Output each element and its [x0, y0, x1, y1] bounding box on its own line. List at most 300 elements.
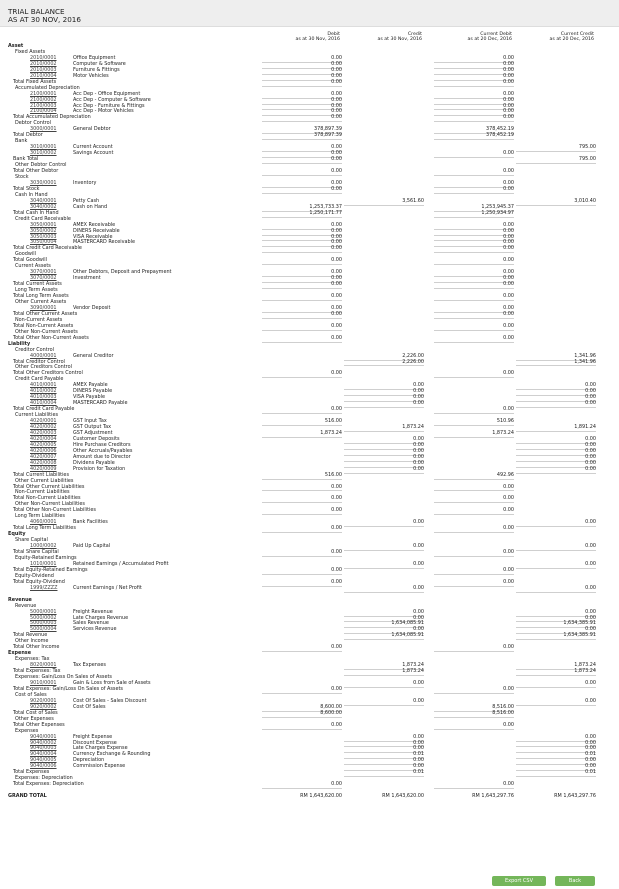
row-label: Accumulated Depreciation [15, 84, 80, 91]
account-name: Other Debtors, Deposit and Prepayment [73, 269, 172, 276]
cell-credit: 1,634,085.91 [344, 633, 424, 640]
row-label: Total Debtor [13, 132, 43, 139]
account-name: Savings Account [73, 150, 114, 157]
account-code-link[interactable]: 3050/0002 [30, 227, 57, 234]
cell-current-credit: 0.01 [516, 752, 596, 759]
row-label: Total Expenses [13, 769, 50, 776]
cell-current-debit: 0.00 [434, 240, 514, 247]
account-code-link[interactable]: 5000/0003 [30, 620, 57, 627]
cell-current-debit: 0.00 [434, 246, 514, 253]
account-code-link[interactable]: 3050/0004 [30, 239, 57, 246]
account-code-link[interactable]: 4060/0001 [30, 519, 57, 526]
cell-current-debit: 0.00 [434, 485, 514, 492]
row-label: Non-Current Assets [15, 316, 63, 323]
cell-debit: 0.00 [262, 485, 342, 492]
row-label: Total Revenue [13, 632, 48, 639]
account-code-link[interactable]: 1999/ZZZZ [30, 584, 58, 591]
row-label: Non-Current Liabilities [15, 489, 70, 496]
cell-current-credit: 795.00 [516, 145, 596, 152]
cell-current-credit: 0.00 [516, 627, 596, 634]
cell-debit: 0.00 [262, 56, 342, 63]
cell-credit: 1,873.24 [344, 425, 424, 432]
account-name: Acc Dep - Furniture & Fittings [73, 102, 145, 109]
account-code-link[interactable]: 9040/0006 [30, 763, 57, 770]
row-label: Share Capital [15, 537, 48, 544]
cell-debit: 0.00 [262, 568, 342, 575]
cell-credit: 0.00 [344, 681, 424, 688]
cell-current-debit: 0.00 [434, 98, 514, 105]
cell-debit: 0.00 [262, 246, 342, 253]
account-name: Freight Expense [73, 733, 113, 740]
account-name: General Debtor [73, 126, 111, 133]
row-label: Revenue [8, 596, 32, 603]
row-label: Total Fixed Assets [13, 78, 57, 85]
cell-debit: 0.00 [262, 782, 342, 789]
cell-debit: 0.00 [262, 306, 342, 313]
account-code-link[interactable]: 4020/0002 [30, 424, 57, 430]
cell-current-debit: 1,250,934.97 [434, 211, 514, 218]
cell-current-debit: 0.00 [434, 723, 514, 730]
account-name: Services Revenue [73, 626, 117, 633]
cell-debit: 0.00 [262, 145, 342, 152]
cell-credit: 2,226.00 [344, 360, 424, 367]
account-code-link[interactable]: 4020/0001 [30, 418, 57, 425]
cell-current-debit: 0.00 [434, 407, 514, 414]
account-name: Late Charges Expense [73, 745, 128, 752]
cell-current-credit: 0.00 [516, 467, 596, 474]
cell-credit: 0.00 [344, 383, 424, 390]
account-name: Other Accruals/Payables [73, 447, 133, 454]
row-label: Long Term Liabilities [15, 513, 65, 520]
cell-current-credit: 0.00 [516, 699, 596, 706]
row-label: Total Creditor Control [13, 358, 65, 365]
cell-current-debit: 0.00 [434, 235, 514, 242]
account-name: Sales Revenue [73, 620, 109, 627]
cell-debit: 0.00 [262, 371, 342, 378]
account-name: Hire Purchase Creditors [73, 441, 131, 448]
account-name: MASTERCARD Receivable [73, 239, 135, 246]
cell-credit: 0.00 [344, 401, 424, 408]
cell-current-credit: 1,634,385.91 [516, 633, 596, 640]
row-label: Other Debtor Control [15, 162, 67, 169]
account-name: Gain & Loss from Sale of Assets [73, 679, 151, 686]
row-label: Other Current Assets [15, 298, 67, 305]
row-label: Total Goodwill [13, 257, 47, 264]
row-label: Total Equity-Dividend [13, 578, 65, 585]
account-code-link[interactable]: 9040/0005 [30, 757, 57, 764]
cell-debit: 0.00 [262, 229, 342, 236]
cell-credit: 1,634,085.91 [344, 621, 424, 628]
row-label: Total Other Expenses [13, 721, 65, 728]
cell-credit: 0.00 [344, 586, 424, 593]
row-label: Total Cost of Sales [13, 709, 58, 716]
account-code-link[interactable]: 3050/0001 [30, 221, 57, 228]
row-label: Total Long Term Liabilities [13, 525, 76, 532]
account-name: VISA Payable [73, 394, 105, 401]
cell-credit: 0.00 [344, 562, 424, 569]
cell-credit: RM 1,643,620.00 [382, 793, 424, 800]
cell-current-debit: 0.00 [434, 312, 514, 319]
cell-current-debit: 378,452.19 [434, 133, 514, 140]
cell-debit: 0.00 [262, 68, 342, 75]
cell-current-debit: 0.00 [434, 687, 514, 694]
cell-current-debit: 0.00 [434, 782, 514, 789]
account-code-link[interactable]: 4010/0002 [30, 388, 57, 395]
cell-debit: 0.00 [262, 240, 342, 247]
account-code-link[interactable]: 9040/0002 [30, 739, 57, 746]
account-code-link[interactable]: 3010/0001 [30, 144, 57, 151]
cell-debit: 0.00 [262, 550, 342, 557]
cell-debit: 0.00 [262, 223, 342, 230]
row-label: Expense [8, 650, 32, 657]
row-label: Equity [8, 531, 26, 538]
account-code-link[interactable]: 2010/0002 [30, 60, 57, 67]
account-name: AMEX Payable [73, 382, 108, 389]
cell-current-credit: 3,010.40 [516, 199, 596, 206]
cell-current-credit: 0.00 [516, 461, 596, 468]
row-label: Expenses: Gain/Loss On Sales of Assets [15, 674, 112, 681]
account-code-link[interactable]: 8020/0001 [30, 662, 57, 669]
cell-current-debit: 510.96 [434, 419, 514, 426]
cell-credit: 2,226.00 [344, 354, 424, 361]
cell-debit: 0.00 [262, 312, 342, 319]
cell-current-debit: 0.00 [434, 92, 514, 99]
cell-current-credit: 0.00 [516, 389, 596, 396]
cell-debit: 0.00 [262, 294, 342, 301]
row-label: Revenue [15, 602, 37, 609]
cell-debit: 8,600.00 [262, 711, 342, 718]
cell-debit: 0.00 [262, 282, 342, 289]
row-label: Other Income [15, 638, 49, 645]
cell-credit: 0.00 [344, 455, 424, 462]
account-code-link[interactable]: 3030/0001 [30, 179, 57, 186]
cell-current-debit: 0.00 [434, 526, 514, 533]
cell-current-credit: 0.00 [516, 455, 596, 462]
cell-debit: 0.00 [262, 508, 342, 515]
account-name: DINERS Receivable [73, 227, 120, 234]
cell-current-debit: 0.00 [434, 294, 514, 301]
account-code-link[interactable]: 2100/0001 [30, 90, 57, 97]
row-label: Asset [8, 43, 24, 49]
cell-debit: 1,873.24 [262, 431, 342, 438]
account-name: Amount due to Director [73, 453, 131, 460]
row-label: Total Non-Current Liabilities [13, 495, 81, 502]
row-label: Liability [8, 340, 31, 347]
account-code-link[interactable]: 3070/0002 [30, 275, 57, 282]
row-label: Total Accumulated Depreciation [13, 114, 91, 121]
cell-current-credit: 0.00 [516, 586, 596, 593]
row-label: Total Other Income [13, 644, 60, 651]
account-code-link[interactable]: 4020/0005 [30, 441, 57, 448]
cell-current-debit: 0.00 [434, 56, 514, 63]
account-code-link[interactable]: 4020/0003 [30, 429, 57, 436]
cell-current-debit: RM 1,643,297.76 [472, 793, 514, 800]
row-label: Credit Card Payable [15, 376, 64, 383]
grand-total-row [0, 794, 619, 800]
cell-debit: 0.00 [262, 187, 342, 194]
account-code-link[interactable]: 3050/0003 [30, 233, 57, 240]
cell-credit: 3,561.60 [344, 199, 424, 206]
account-code-link[interactable]: 4010/0004 [30, 400, 57, 407]
cell-current-debit: 0.00 [434, 324, 514, 331]
cell-current-debit: 0.00 [434, 282, 514, 289]
cell-current-credit: 0.00 [516, 562, 596, 569]
row-label: Total Stock [13, 185, 40, 192]
cell-current-credit: 1,341.96 [516, 354, 596, 361]
account-code-link[interactable]: 3010/0002 [30, 150, 57, 157]
row-label: Other Non-Current Liabilities [15, 501, 85, 508]
cell-current-credit: 1,891.24 [516, 425, 596, 432]
cell-debit: 0.00 [262, 324, 342, 331]
row-label: Total Expenses: Gain/Loss On Sales of Assets [13, 685, 123, 692]
account-code-link[interactable]: 4020/0007 [30, 453, 57, 460]
col-header-current-debit: Current Debit as at 20 Dec, 2016 [467, 32, 512, 42]
account-code-link[interactable]: 9040/0004 [30, 751, 57, 758]
row-label: Bank Total [13, 156, 39, 163]
row-label: GRAND TOTAL [8, 793, 47, 800]
cell-current-debit: 0.00 [434, 568, 514, 575]
cell-credit: 0.00 [344, 699, 424, 706]
report-title: TRIAL BALANCE [8, 7, 65, 16]
cell-debit: 378,897.39 [262, 133, 342, 140]
account-name: AMEX Receivable [73, 221, 116, 228]
account-code-link[interactable]: 2100/0004 [30, 108, 57, 115]
account-code-link[interactable]: 3000/0001 [30, 126, 57, 133]
export-csv-button[interactable]: Export CSV [492, 876, 546, 886]
account-name: Late Charges Revenue [73, 614, 129, 621]
account-code-link[interactable]: 2010/0001 [30, 54, 57, 61]
row-label: Total Long Term Assets [13, 293, 69, 300]
cell-current-debit: 378,452.19 [434, 127, 514, 134]
cell-current-debit: 0.00 [434, 181, 514, 188]
account-code-link[interactable]: 5000/0004 [30, 626, 57, 633]
account-name: Customer Deposits [73, 435, 120, 442]
account-name: Commission Expense [73, 763, 126, 770]
cell-debit: 0.00 [262, 98, 342, 105]
row-label: Expenses: Tax [15, 656, 50, 663]
cell-credit: 0.00 [344, 437, 424, 444]
cell-current-debit: 0.00 [434, 508, 514, 515]
row-label: Total Current Liabilities [13, 471, 69, 478]
cell-credit: 0.00 [344, 758, 424, 765]
row-label: Current Liabilities [15, 412, 59, 419]
cell-current-credit: 0.00 [516, 764, 596, 771]
cell-debit: 0.00 [262, 157, 342, 164]
cell-current-debit: 0.00 [434, 258, 514, 265]
account-code-link[interactable]: 9040/0003 [30, 745, 57, 752]
account-code-link[interactable]: 9010/0001 [30, 679, 57, 686]
account-code-link[interactable]: 1000/0002 [30, 543, 57, 550]
cell-current-debit: 0.00 [434, 550, 514, 557]
cell-current-debit: 0.00 [434, 104, 514, 111]
cell-current-credit: RM 1,643,297.76 [554, 793, 596, 800]
cell-current-debit: 1,253,945.37 [434, 205, 514, 212]
account-code-link[interactable]: 9020/0002 [30, 703, 57, 710]
cell-current-debit: 0.00 [434, 74, 514, 81]
cell-debit: 0.00 [262, 270, 342, 277]
account-code-link[interactable]: 5000/0002 [30, 614, 57, 621]
cell-current-debit: 0.00 [434, 169, 514, 176]
col-header-current-credit: Current Credit as at 20 Dec, 2016 [549, 32, 594, 42]
cell-current-credit: 0.00 [516, 741, 596, 748]
cell-current-debit: 0.00 [434, 645, 514, 652]
report-subtitle: AS AT 30 NOV, 2016 [8, 15, 81, 24]
account-name: Dividens Payable [73, 459, 115, 466]
col-header-credit: Credit as at 30 Nov, 2016 [377, 32, 422, 42]
account-code-link[interactable]: 2100/0003 [30, 102, 57, 109]
cell-debit: 516.00 [262, 473, 342, 480]
account-code-link[interactable]: 3090/0001 [30, 304, 57, 311]
account-name: General Creditor [73, 352, 114, 359]
row-label: Total Credit Card Payable [13, 406, 75, 413]
back-button[interactable]: Back [555, 876, 595, 886]
account-code-link[interactable]: 3070/0001 [30, 269, 57, 276]
cell-credit: 0.01 [344, 752, 424, 759]
cell-debit: 0.00 [262, 723, 342, 730]
account-name: Furniture & Fittings [73, 66, 120, 73]
cell-current-credit: 0.00 [516, 746, 596, 753]
account-code-link[interactable]: 4020/0004 [30, 435, 57, 442]
account-name: Motor Vehicles [73, 72, 109, 79]
cell-debit: 1,253,733.37 [262, 205, 342, 212]
cell-debit: 0.00 [262, 62, 342, 69]
row-label: Other Expenses [15, 715, 54, 722]
account-name: Discount Expense [73, 739, 117, 746]
cell-credit: 0.00 [344, 395, 424, 402]
cell-current-debit: 8,516.00 [434, 705, 514, 712]
cell-current-debit: 0.00 [434, 580, 514, 587]
row-label: Other Non-Current Assets [15, 328, 78, 335]
row-label: Cash In Hand [15, 191, 48, 198]
cell-current-credit: 0.00 [516, 520, 596, 527]
cell-debit: 0.00 [262, 109, 342, 116]
cell-current-credit: 0.00 [516, 395, 596, 402]
cell-credit: 0.00 [344, 616, 424, 623]
account-code-link[interactable]: 9020/0001 [30, 697, 57, 704]
row-label: Current Assets [15, 263, 51, 270]
account-code-link[interactable]: 2010/0003 [30, 66, 57, 73]
cell-debit: 0.00 [262, 151, 342, 158]
cell-current-credit: 0.00 [516, 758, 596, 765]
cell-debit: 0.00 [262, 407, 342, 414]
cell-current-debit: 0.00 [434, 62, 514, 69]
cell-debit: 0.00 [262, 80, 342, 87]
account-code-link[interactable]: 3040/0001 [30, 197, 57, 204]
cell-credit: 0.00 [344, 735, 424, 742]
row-label: Expenses: Depreciation [15, 775, 73, 782]
account-code-link[interactable]: 3040/0002 [30, 203, 57, 210]
cell-credit: 0.00 [344, 461, 424, 468]
account-code-link[interactable]: 4000/0001 [30, 352, 57, 359]
row-label: Total Other Non-Current Liabilities [13, 507, 96, 514]
cell-current-debit: 1,873.24 [434, 431, 514, 438]
account-name: Office Equipment [73, 54, 116, 61]
account-code-link[interactable]: 4020/0009 [30, 465, 57, 472]
cell-debit: 378,897.39 [262, 127, 342, 134]
account-name: Acc Dep - Computer & Software [73, 96, 151, 103]
cell-debit: 0.00 [262, 74, 342, 81]
account-name: Depreciation [73, 757, 105, 764]
cell-current-debit: 0.00 [434, 270, 514, 277]
cell-credit: 0.00 [344, 389, 424, 396]
cell-current-debit: 0.00 [434, 336, 514, 343]
account-code-link[interactable]: 2100/0002 [30, 96, 57, 103]
account-name: Currency Exchange & Rounding [73, 751, 151, 758]
cell-current-debit: 0.00 [434, 80, 514, 87]
cell-credit: 0.00 [344, 467, 424, 474]
account-name: Cash on Hand [73, 203, 108, 210]
account-code-link[interactable]: 2010/0004 [30, 72, 57, 79]
report-header [0, 0, 619, 27]
row-label: Equity-Dividend [15, 572, 54, 579]
account-code-link[interactable]: 4010/0001 [30, 382, 57, 389]
account-name: Retained Earnings / Accumulated Profit [73, 560, 169, 567]
cell-current-debit: 0.00 [434, 109, 514, 116]
cell-credit: 0.01 [344, 770, 424, 777]
account-name: GST Input Tax [73, 418, 107, 425]
account-name: Acc Dep - Motor Vehicles [73, 108, 134, 115]
cell-debit: 0.00 [262, 496, 342, 503]
cell-credit: 0.00 [344, 746, 424, 753]
account-name: DINERS Payable [73, 388, 113, 395]
account-code-link[interactable]: 9040/0001 [30, 733, 57, 740]
cell-current-credit: 0.00 [516, 383, 596, 390]
cell-current-debit: 0.00 [434, 276, 514, 283]
row-label: Total Other Creditors Control [13, 370, 83, 377]
cell-credit: 0.00 [344, 544, 424, 551]
cell-current-credit: 0.00 [516, 401, 596, 408]
account-name: Cost Of Sales - Sales Discount [73, 697, 147, 704]
cell-current-debit: 0.00 [434, 187, 514, 194]
account-name: Current Account [73, 144, 113, 151]
cell-debit: 0.00 [262, 115, 342, 122]
cell-current-debit: 8,516.00 [434, 711, 514, 718]
row-label: Bank [15, 138, 28, 145]
cell-debit: 0.00 [262, 645, 342, 652]
cell-current-debit: 0.00 [434, 115, 514, 122]
cell-current-credit: 0.00 [516, 437, 596, 444]
cell-credit: 0.00 [344, 443, 424, 450]
row-label: Goodwill [15, 251, 36, 258]
cell-debit: 0.00 [262, 258, 342, 265]
account-name: Inventory [73, 179, 97, 186]
account-name: GST Output Tax [73, 424, 112, 430]
row-label: Stock [15, 173, 29, 180]
cell-current-credit: 795.00 [516, 157, 596, 164]
row-label: Debtor Control [15, 120, 52, 127]
cell-credit: 1,873.24 [344, 669, 424, 676]
row-label: Other Creditors Control [15, 364, 72, 371]
cell-current-credit: 0.00 [516, 616, 596, 623]
account-code-link[interactable]: 4010/0003 [30, 394, 57, 401]
cell-debit: 516.00 [262, 419, 342, 426]
account-code-link[interactable]: 4020/0006 [30, 447, 57, 454]
cell-debit: 0.00 [262, 526, 342, 533]
account-code-link[interactable]: 4020/0008 [30, 459, 57, 466]
cell-current-credit: 0.00 [516, 449, 596, 456]
cell-debit: 1,250,171.77 [262, 211, 342, 218]
account-code-link[interactable]: 1010/0001 [30, 560, 57, 567]
row-label: Total Equity-Retained Earnings [13, 566, 88, 573]
cell-credit: 1,873.24 [344, 663, 424, 670]
cell-current-debit: 0.00 [434, 229, 514, 236]
account-code-link[interactable]: 5000/0001 [30, 608, 57, 615]
row-label: Total Current Assets [13, 281, 62, 288]
row-label: Total Expenses: Depreciation [13, 781, 84, 788]
cell-credit: 0.00 [344, 449, 424, 456]
cell-current-debit: 0.00 [434, 223, 514, 230]
account-name: Investment [73, 275, 101, 282]
